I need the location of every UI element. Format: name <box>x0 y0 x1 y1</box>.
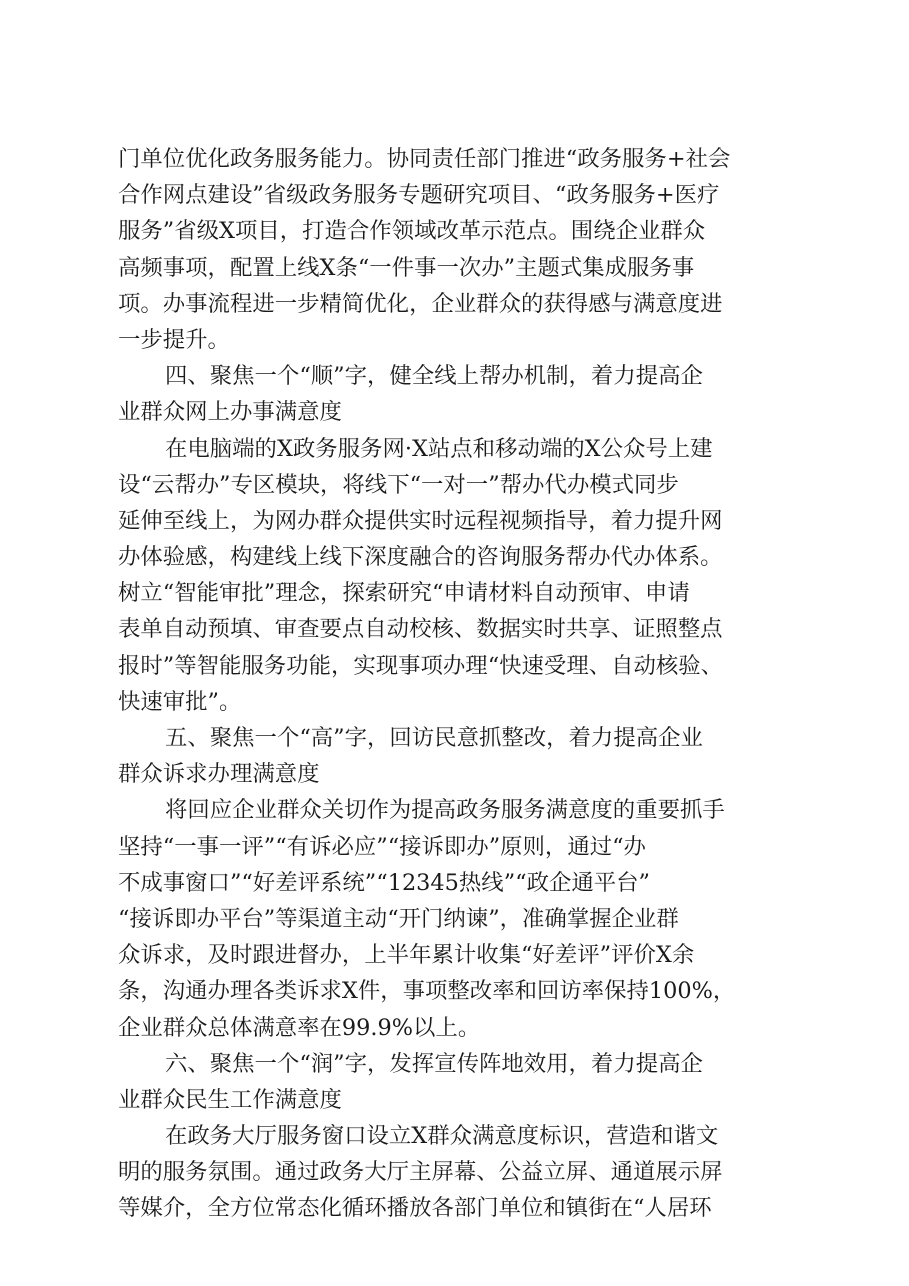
document-body <box>118 141 808 1227</box>
text-line: 企业群众总体满意率在99.9%以上。 <box>118 1014 481 1041</box>
text-line: 合作网点建设”省级政务服务专题研究项目、“政务服务+医疗 <box>118 182 720 209</box>
text-line: 办体验感，构建线上线下深度融合的咨询服务帮办代办体系。 <box>118 544 723 571</box>
text-line: 一步提升。 <box>118 326 230 353</box>
paragraph-first-line: 五、聚焦一个“高”字，回访民意抓整改，着力提高企业 <box>165 725 703 751</box>
text-line: 门单位优化政务服务能力。协同责任部门推进“政务服务+社会 <box>118 146 731 172</box>
paragraph-first-line: 四、聚焦一个“顺”字，健全线上帮办机制，着力提高企 <box>165 363 703 390</box>
text-line: 快速审批”。 <box>118 688 242 715</box>
text-line: “接诉即办平台”等渠道主动“开门纳谏”，准确掌握企业群 <box>118 905 679 932</box>
text-line: 业群众网上办事满意度 <box>118 399 342 426</box>
text-line: 明的服务氛围。通过政务大厅主屏幕、公益立屏、通道展示屏 <box>118 1159 723 1186</box>
text-line: 业群众民生工作满意度 <box>118 1086 342 1113</box>
text-line: 坚持“一事一评”“有诉必应”“接诉即办”原则，通过“办 <box>118 833 646 860</box>
text-line: 不成事窗口”“好差评系统”“12345热线”“政企通平台” <box>118 869 650 896</box>
text-line: 项。办事流程进一步精简优化，企业群众的获得感与满意度进 <box>118 290 723 317</box>
text-line: 设“云帮办”专区模块，将线下“一对一”帮办代办模式同步 <box>118 471 679 498</box>
text-line: 服务”省级X项目，打造合作领域改革示范点。围绕企业群众 <box>118 218 706 245</box>
text-line: 表单自动预填、审查要点自动校核、数据实时共享、证照整点 <box>118 616 723 643</box>
paragraph-first-line: 将回应企业群众关切作为提高政务服务满意度的重要抓手 <box>165 797 725 824</box>
text-line: 条，沟通办理各类诉求X件，事项整改率和回访率保持100%， <box>118 978 736 1005</box>
paragraph-first-line: 六、聚焦一个“润”字，发挥宣传阵地效用，着力提高企 <box>165 1050 703 1077</box>
text-line: 报时”等智能服务功能，实现事项办理“快速受理、自动核验、 <box>118 652 724 679</box>
text-line: 树立“智能审批”理念，探索研究“申请材料自动预审、申请 <box>118 580 690 607</box>
text-line: 众诉求，及时跟进督办，上半年累计收集“好差评”评价X余 <box>118 942 695 969</box>
paragraph-first-line: 在电脑端的X政务服务网·X站点和移动端的X公众号上建 <box>165 435 713 462</box>
text-line: 延伸至线上，为网办群众提供实时远程视频指导，着力提升网 <box>118 507 723 534</box>
paragraph-first-line: 在政务大厅服务窗口设立X群众满意度标识，营造和谐文 <box>165 1123 719 1150</box>
text-line: 高频事项，配置上线X条“一件事一次办”主题式集成服务事 <box>118 254 695 281</box>
text-line: 群众诉求办理满意度 <box>118 761 320 788</box>
text-line: 等媒介，全方位常态化循环播放各部门单位和镇街在“人居环 <box>118 1195 712 1222</box>
